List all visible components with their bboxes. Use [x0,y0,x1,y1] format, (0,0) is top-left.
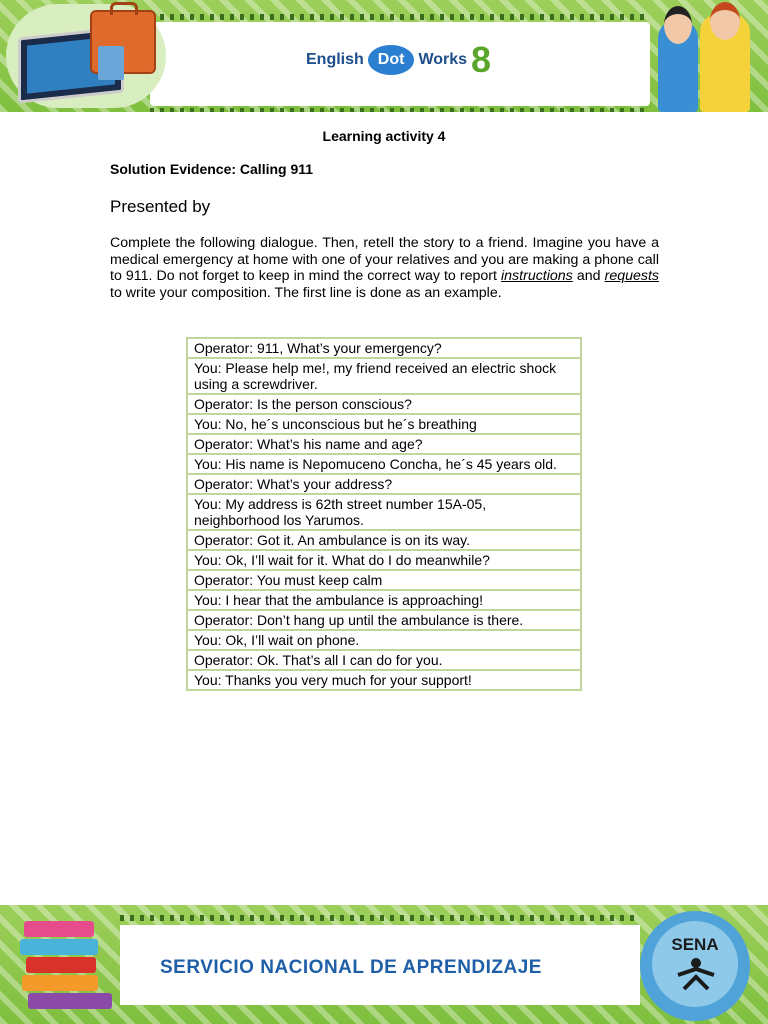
dialogue-line: You: I hear that the ambulance is approaching! [187,590,581,610]
dialogue-table [186,337,582,691]
sena-label: SENA [671,935,719,954]
dialogue-line: Operator: Is the person conscious? [187,394,581,414]
logo-number: 8 [471,39,492,80]
dialogue-line: Operator: You must keep calm [187,570,581,590]
instructions-text: and [572,268,605,284]
header-stripe [150,14,650,20]
dialogue-line: You: Thanks you very much for your support! [187,670,581,690]
table-row [187,610,581,630]
table-row [187,530,581,550]
institution-name: SERVICIO NACIONAL DE APRENDIZAJE [160,957,542,978]
dialogue-line: You: Please help me!, my friend received an electric shock using a screwdriver. [187,358,581,394]
books-stack-icon [18,917,118,1017]
dialogue-line: You: No, he´s unconscious but he´s breathing [187,414,581,434]
header-stripe [150,108,650,112]
girl-student-icon [658,20,698,112]
table-row [187,494,581,530]
logo-dot: Dot [368,45,415,75]
dialogue-line: Operator: Got it. An ambulance is on its way. [187,530,581,550]
boy-student-icon [700,14,750,112]
dialogue-line: You: Ok, I’ll wait for it. What do I do meanwhile? [187,550,581,570]
table-row [187,394,581,414]
table-row [187,414,581,434]
dialogue-line: You: His name is Nepomuceno Concha, he´s 45 years old. [187,454,581,474]
dialogue-line: Operator: What’s his name and age? [187,434,581,454]
sena-logo-icon [676,957,716,991]
table-row [187,670,581,690]
table-row [187,570,581,590]
dialogue-line: Operator: 911, What’s your emergency? [187,338,581,358]
requests-link: requests [604,268,660,284]
dialogue-line: Operator: Don’t hang up until the ambulance is there. [187,610,581,630]
instructions-paragraph [110,235,659,301]
table-row [187,358,581,394]
dialogue-line: Operator: Ok. That’s all I can do for you. [187,650,581,670]
footer-stripe [120,915,640,921]
table-row [187,550,581,570]
page-subtitle: Solution Evidence: Calling 911 [110,161,314,177]
table-row [187,474,581,494]
page-title: Learning activity 4 [322,128,446,144]
logo-works: Works [418,51,468,68]
instructions-text: to write your composition. The first line is done as an example. [110,284,502,301]
pencil-cup-icon [98,46,124,80]
table-row [187,454,581,474]
table-row [187,650,581,670]
instructions-link: instructions [501,268,573,284]
table-row [187,434,581,454]
students-illustration [640,0,768,112]
footer-banner [0,905,768,1024]
presented-by: Presented by [110,197,211,216]
table-row [187,338,581,358]
header-banner [0,0,768,112]
english-dot-works-logo [306,40,491,80]
dialogue-line: You: Ok, I’ll wait on phone. [187,630,581,650]
logo-english: English [306,51,364,68]
table-row [187,630,581,650]
dialogue-line: Operator: What’s your address? [187,474,581,494]
instructions-text: Complete the following dialogue. Then, retell the story to a friend. Imagine you have a medical emergency at home with one of your relatives and you are making a phone call to 911. Do not forget to keep in mind the correct way to report [110,235,659,284]
table-row [187,590,581,610]
dialogue-line: You: My address is 62th street number 15A-05, neighborhood los Yarumos. [187,494,581,530]
